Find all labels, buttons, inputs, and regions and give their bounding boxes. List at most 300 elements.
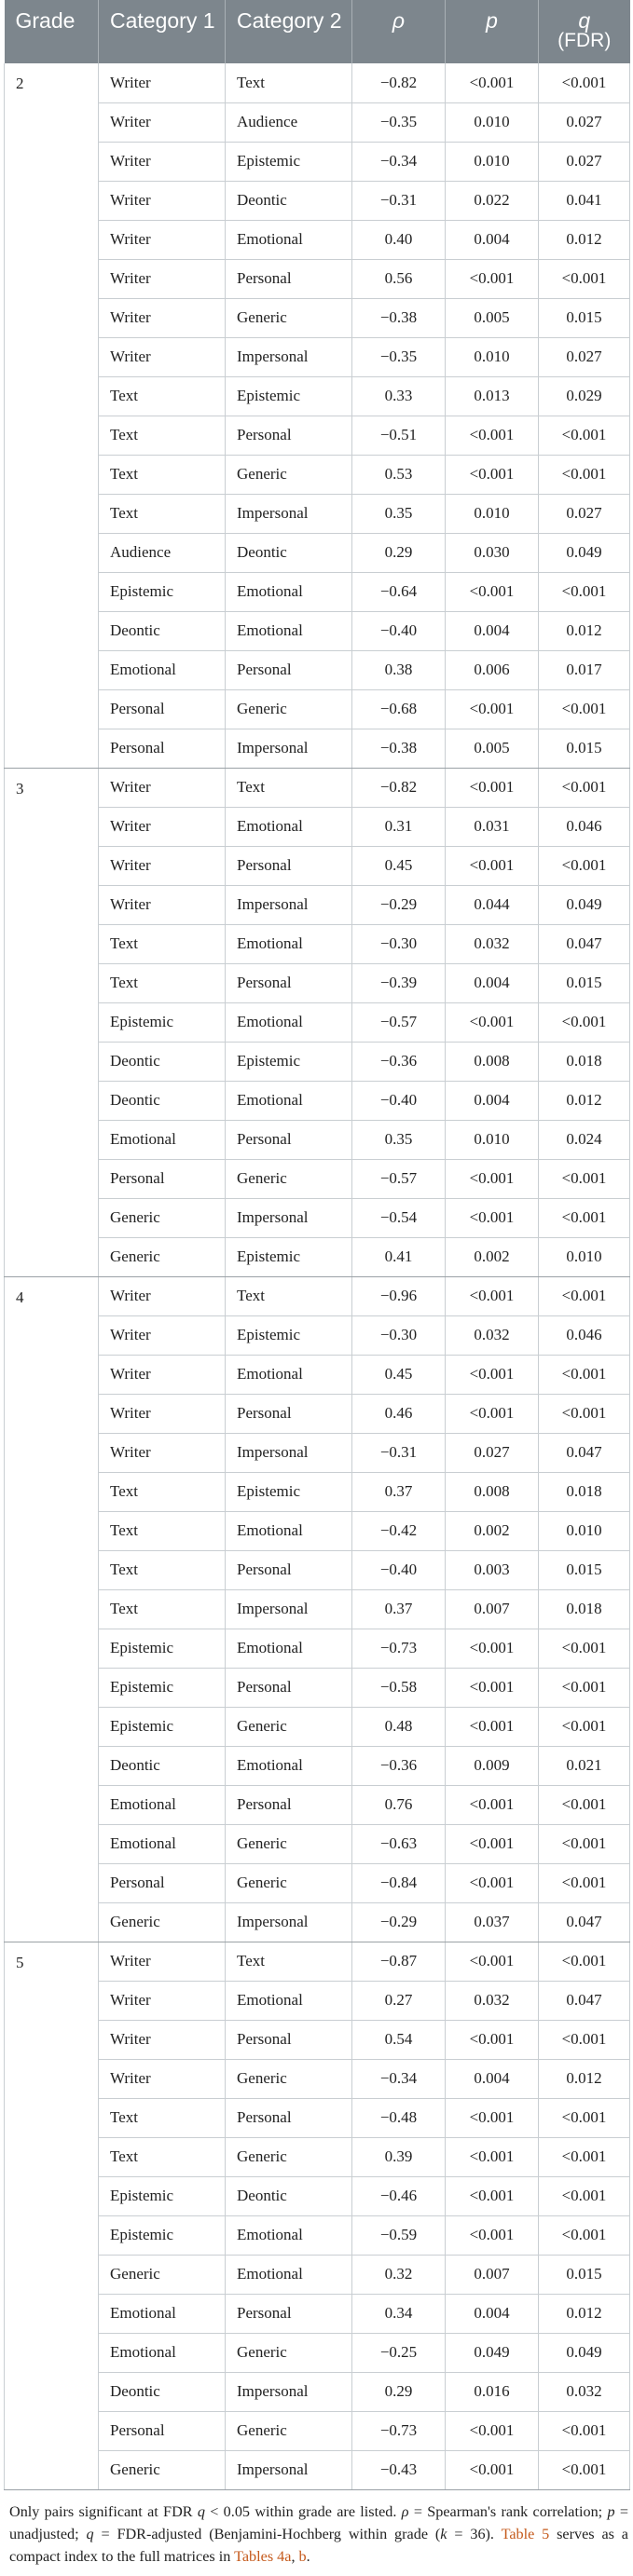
p-value-cell: <0.001 (446, 572, 539, 611)
table-row (5, 924, 630, 963)
table-row (5, 846, 630, 885)
category-2-cell: Personal (226, 1550, 352, 1589)
table-row (5, 2372, 630, 2411)
q-value-cell: <0.001 (539, 2411, 630, 2450)
p-value-cell: <0.001 (446, 1159, 539, 1198)
rho-cell: 0.35 (352, 1120, 446, 1159)
category-2-cell: Personal (226, 259, 352, 298)
category-2-cell: Text (226, 1942, 352, 1981)
rho-cell: −0.34 (352, 2059, 446, 2098)
table-row (5, 2176, 630, 2215)
category-1-cell: Writer (99, 2020, 226, 2059)
category-2-cell: Text (226, 1276, 352, 1315)
p-value-cell: 0.003 (446, 1550, 539, 1589)
p-value-cell: 0.008 (446, 1472, 539, 1511)
category-1-cell: Epistemic (99, 572, 226, 611)
rho-cell: −0.54 (352, 1198, 446, 1237)
header-q-fdr: (FDR) (557, 30, 612, 51)
q-value-cell: 0.015 (539, 2255, 630, 2294)
category-2-cell: Emotional (226, 1981, 352, 2020)
table-row (5, 2215, 630, 2255)
category-2-cell: Generic (226, 455, 352, 494)
table-row (5, 1237, 630, 1276)
p-value-cell: 0.005 (446, 729, 539, 768)
category-1-cell: Personal (99, 1863, 226, 1902)
category-2-cell: Emotional (226, 1355, 352, 1394)
q-value-cell: 0.027 (539, 494, 630, 533)
category-1-cell: Writer (99, 63, 226, 102)
rho-cell: 0.32 (352, 2255, 446, 2294)
category-2-cell: Emotional (226, 611, 352, 650)
table-row (5, 1042, 630, 1081)
p-value-cell: 0.032 (446, 1315, 539, 1355)
category-2-cell: Text (226, 63, 352, 102)
table-row (5, 1355, 630, 1394)
p-value-cell: <0.001 (446, 63, 539, 102)
p-value-cell: 0.032 (446, 924, 539, 963)
grade-cell: 4 (5, 1276, 99, 1942)
table-row (5, 885, 630, 924)
rho-cell: −0.57 (352, 1159, 446, 1198)
table-row (5, 494, 630, 533)
rho-cell: −0.82 (352, 63, 446, 102)
category-2-cell: Generic (226, 1707, 352, 1746)
rho-cell: 0.31 (352, 807, 446, 846)
p-value-cell: 0.010 (446, 494, 539, 533)
category-1-cell: Writer (99, 298, 226, 337)
rho-cell: 0.56 (352, 259, 446, 298)
q-value-cell: <0.001 (539, 2176, 630, 2215)
rho-cell: −0.51 (352, 416, 446, 455)
q-value-cell: 0.012 (539, 611, 630, 650)
category-2-cell: Epistemic (226, 376, 352, 416)
category-1-cell: Emotional (99, 1120, 226, 1159)
rho-cell: −0.25 (352, 2333, 446, 2372)
q-value-cell: 0.047 (539, 1902, 630, 1942)
rho-cell: 0.53 (352, 455, 446, 494)
footnote-text-8: , (291, 2547, 299, 2565)
category-1-cell: Writer (99, 807, 226, 846)
category-1-cell: Deontic (99, 1081, 226, 1120)
p-value-cell: 0.016 (446, 2372, 539, 2411)
p-value-cell: 0.030 (446, 533, 539, 572)
q-value-cell: <0.001 (539, 2137, 630, 2176)
category-1-cell: Writer (99, 142, 226, 181)
footnote-q-symbol: q (197, 2502, 205, 2520)
table-row (5, 1276, 630, 1315)
header-q-symbol: q (578, 8, 591, 33)
q-value-cell: <0.001 (539, 1824, 630, 1863)
rho-cell: −0.96 (352, 1276, 446, 1315)
q-value-cell: 0.047 (539, 924, 630, 963)
category-2-cell: Emotional (226, 1081, 352, 1120)
category-2-cell: Generic (226, 1824, 352, 1863)
table-row (5, 963, 630, 1002)
q-value-cell: <0.001 (539, 259, 630, 298)
tables-4a-link[interactable]: Tables 4a (234, 2547, 292, 2565)
q-value-cell: <0.001 (539, 1942, 630, 1981)
category-2-cell: Emotional (226, 1629, 352, 1668)
category-2-cell: Emotional (226, 1002, 352, 1042)
table-row (5, 807, 630, 846)
q-value-cell: <0.001 (539, 1668, 630, 1707)
rho-cell: −0.59 (352, 2215, 446, 2255)
rho-cell: −0.64 (352, 572, 446, 611)
category-1-cell: Deontic (99, 1042, 226, 1081)
rho-cell: −0.39 (352, 963, 446, 1002)
category-2-cell: Epistemic (226, 142, 352, 181)
p-value-cell: 0.002 (446, 1237, 539, 1276)
table-row (5, 1746, 630, 1785)
table-row (5, 1472, 630, 1511)
category-1-cell: Generic (99, 2255, 226, 2294)
q-value-cell: 0.012 (539, 1081, 630, 1120)
rho-cell: 0.27 (352, 1981, 446, 2020)
footnote-text-9: . (306, 2547, 310, 2565)
category-2-cell: Personal (226, 2294, 352, 2333)
category-1-cell: Text (99, 1472, 226, 1511)
p-value-cell: <0.001 (446, 2098, 539, 2137)
category-2-cell: Generic (226, 2059, 352, 2098)
table-4b-link[interactable]: b (298, 2547, 307, 2565)
rho-cell: −0.46 (352, 2176, 446, 2215)
category-1-cell: Text (99, 924, 226, 963)
table-row (5, 1550, 630, 1589)
p-value-cell: <0.001 (446, 1629, 539, 1668)
p-value-cell: 0.004 (446, 2059, 539, 2098)
p-value-cell: <0.001 (446, 2137, 539, 2176)
rho-cell: −0.58 (352, 1668, 446, 1707)
p-value-cell: <0.001 (446, 1942, 539, 1981)
q-value-cell: 0.010 (539, 1237, 630, 1276)
category-2-cell: Impersonal (226, 1433, 352, 1472)
rho-cell: 0.33 (352, 376, 446, 416)
table-header (5, 0, 630, 63)
p-value-cell: 0.002 (446, 1511, 539, 1550)
rho-cell: −0.73 (352, 1629, 446, 1668)
category-2-cell: Impersonal (226, 885, 352, 924)
category-2-cell: Personal (226, 963, 352, 1002)
category-1-cell: Text (99, 1589, 226, 1629)
rho-cell: −0.63 (352, 1824, 446, 1863)
table-row (5, 1824, 630, 1863)
category-2-cell: Generic (226, 1159, 352, 1198)
category-1-cell: Writer (99, 102, 226, 142)
category-2-cell: Generic (226, 2137, 352, 2176)
category-2-cell: Deontic (226, 533, 352, 572)
p-value-cell: 0.031 (446, 807, 539, 846)
category-2-cell: Emotional (226, 2215, 352, 2255)
footnote-text-3: = Spearman's rank correlation; (408, 2502, 608, 2520)
rho-cell: −0.48 (352, 2098, 446, 2137)
p-value-cell: 0.027 (446, 1433, 539, 1472)
category-2-cell: Deontic (226, 2176, 352, 2215)
category-1-cell: Deontic (99, 1746, 226, 1785)
table-row (5, 2294, 630, 2333)
category-1-cell: Emotional (99, 2333, 226, 2372)
table-row (5, 1785, 630, 1824)
table-row (5, 416, 630, 455)
q-value-cell: <0.001 (539, 63, 630, 102)
p-value-cell: <0.001 (446, 2411, 539, 2450)
category-1-cell: Writer (99, 885, 226, 924)
rho-cell: 0.40 (352, 220, 446, 259)
category-2-cell: Impersonal (226, 729, 352, 768)
category-1-cell: Text (99, 2098, 226, 2137)
category-1-cell: Generic (99, 1198, 226, 1237)
footnote-rho-symbol: ρ (401, 2502, 409, 2520)
p-value-cell: 0.037 (446, 1902, 539, 1942)
q-value-cell: <0.001 (539, 1629, 630, 1668)
category-1-cell: Writer (99, 220, 226, 259)
q-value-cell: <0.001 (539, 2215, 630, 2255)
table-row (5, 768, 630, 807)
header-p: p (446, 0, 539, 63)
footnote-text-6: = 36). (447, 2525, 502, 2542)
rho-cell: 0.45 (352, 846, 446, 885)
category-1-cell: Text (99, 1511, 226, 1550)
category-1-cell: Audience (99, 533, 226, 572)
footnote-p-symbol: p (607, 2502, 615, 2520)
q-value-cell: <0.001 (539, 2098, 630, 2137)
p-value-cell: 0.022 (446, 181, 539, 220)
category-2-cell: Epistemic (226, 1237, 352, 1276)
q-value-cell: 0.015 (539, 1550, 630, 1589)
category-2-cell: Emotional (226, 1746, 352, 1785)
q-value-cell: <0.001 (539, 572, 630, 611)
category-2-cell: Personal (226, 2020, 352, 2059)
table-row (5, 142, 630, 181)
category-1-cell: Writer (99, 181, 226, 220)
q-value-cell: 0.015 (539, 963, 630, 1002)
category-2-cell: Impersonal (226, 1902, 352, 1942)
rho-cell: 0.34 (352, 2294, 446, 2333)
table-5-link[interactable]: Table 5 (501, 2525, 550, 2542)
rho-cell: 0.76 (352, 1785, 446, 1824)
q-value-cell: <0.001 (539, 846, 630, 885)
rho-cell: −0.87 (352, 1942, 446, 1981)
table-row (5, 2411, 630, 2450)
category-2-cell: Generic (226, 298, 352, 337)
rho-cell: 0.37 (352, 1472, 446, 1511)
table-row (5, 650, 630, 689)
category-1-cell: Writer (99, 1355, 226, 1394)
rho-cell: −0.84 (352, 1863, 446, 1902)
p-value-cell: 0.007 (446, 1589, 539, 1629)
category-2-cell: Personal (226, 2098, 352, 2137)
table-row (5, 376, 630, 416)
rho-cell: 0.45 (352, 1355, 446, 1394)
q-value-cell: 0.021 (539, 1746, 630, 1785)
header-grade: Grade (5, 0, 99, 63)
rho-cell: −0.35 (352, 102, 446, 142)
p-value-cell: 0.004 (446, 611, 539, 650)
q-value-cell: <0.001 (539, 1863, 630, 1902)
q-value-cell: 0.027 (539, 142, 630, 181)
p-value-cell: 0.044 (446, 885, 539, 924)
table-row (5, 1081, 630, 1120)
category-2-cell: Emotional (226, 1511, 352, 1550)
rho-cell: −0.40 (352, 1550, 446, 1589)
table-row (5, 1198, 630, 1237)
p-value-cell: <0.001 (446, 2450, 539, 2489)
category-1-cell: Text (99, 416, 226, 455)
category-1-cell: Generic (99, 1902, 226, 1942)
category-2-cell: Personal (226, 650, 352, 689)
q-value-cell: 0.049 (539, 885, 630, 924)
category-1-cell: Personal (99, 2411, 226, 2450)
category-2-cell: Emotional (226, 807, 352, 846)
p-value-cell: <0.001 (446, 846, 539, 885)
p-value-cell: <0.001 (446, 1198, 539, 1237)
rho-cell: 0.38 (352, 650, 446, 689)
table-row (5, 2255, 630, 2294)
category-1-cell: Epistemic (99, 1629, 226, 1668)
grade-cell: 3 (5, 768, 99, 1276)
rho-cell: 0.48 (352, 1707, 446, 1746)
q-value-cell: <0.001 (539, 1159, 630, 1198)
category-2-cell: Impersonal (226, 2372, 352, 2411)
table-row (5, 611, 630, 650)
q-value-cell: 0.047 (539, 1981, 630, 2020)
table-row (5, 455, 630, 494)
q-value-cell: <0.001 (539, 768, 630, 807)
table-row (5, 689, 630, 729)
category-2-cell: Emotional (226, 572, 352, 611)
rho-cell: −0.82 (352, 768, 446, 807)
p-value-cell: <0.001 (446, 1668, 539, 1707)
p-value-cell: 0.004 (446, 963, 539, 1002)
table-row (5, 1394, 630, 1433)
p-value-cell: <0.001 (446, 2176, 539, 2215)
q-value-cell: 0.049 (539, 533, 630, 572)
category-1-cell: Writer (99, 2059, 226, 2098)
rho-cell: 0.35 (352, 494, 446, 533)
table-row (5, 181, 630, 220)
table-row (5, 1707, 630, 1746)
category-1-cell: Writer (99, 337, 226, 376)
table-row (5, 220, 630, 259)
rho-cell: −0.30 (352, 924, 446, 963)
category-2-cell: Epistemic (226, 1042, 352, 1081)
table-row (5, 2333, 630, 2372)
category-2-cell: Personal (226, 1785, 352, 1824)
table-row (5, 1589, 630, 1629)
rho-cell: −0.30 (352, 1315, 446, 1355)
category-1-cell: Text (99, 455, 226, 494)
table-row (5, 63, 630, 102)
correlation-table (4, 0, 630, 2490)
table-row (5, 1120, 630, 1159)
q-value-cell: <0.001 (539, 689, 630, 729)
table-row (5, 2137, 630, 2176)
category-1-cell: Emotional (99, 650, 226, 689)
rho-cell: −0.34 (352, 142, 446, 181)
rho-cell: −0.36 (352, 1746, 446, 1785)
rho-cell: −0.68 (352, 689, 446, 729)
q-value-cell: 0.018 (539, 1472, 630, 1511)
table-row (5, 1002, 630, 1042)
footnote-text-7: serves as a compact index to the full matrices in (9, 2525, 628, 2565)
q-value-cell: 0.017 (539, 650, 630, 689)
footnote-text-1: Only pairs significant at FDR (9, 2502, 198, 2520)
table-row (5, 1668, 630, 1707)
category-2-cell: Generic (226, 689, 352, 729)
category-1-cell: Text (99, 963, 226, 1002)
footnote-text-5: = FDR-adjusted (Benjamini-Hochberg within grade ( (93, 2525, 441, 2542)
category-1-cell: Generic (99, 1237, 226, 1276)
rho-cell: 0.54 (352, 2020, 446, 2059)
p-value-cell: <0.001 (446, 455, 539, 494)
p-value-cell: <0.001 (446, 1002, 539, 1042)
rho-cell: −0.38 (352, 729, 446, 768)
p-value-cell: 0.004 (446, 2294, 539, 2333)
q-value-cell: <0.001 (539, 1276, 630, 1315)
header-category-1: Category 1 (99, 0, 226, 63)
category-2-cell: Audience (226, 102, 352, 142)
q-value-cell: 0.012 (539, 2059, 630, 2098)
category-2-cell: Impersonal (226, 2450, 352, 2489)
category-1-cell: Writer (99, 259, 226, 298)
q-value-cell: <0.001 (539, 2450, 630, 2489)
q-value-cell: 0.024 (539, 1120, 630, 1159)
p-value-cell: 0.009 (446, 1746, 539, 1785)
q-value-cell: 0.046 (539, 807, 630, 846)
category-2-cell: Personal (226, 846, 352, 885)
category-1-cell: Deontic (99, 2372, 226, 2411)
p-value-cell: <0.001 (446, 1394, 539, 1433)
q-value-cell: 0.015 (539, 298, 630, 337)
category-1-cell: Writer (99, 1942, 226, 1981)
q-value-cell: <0.001 (539, 455, 630, 494)
category-1-cell: Personal (99, 1159, 226, 1198)
rho-cell: −0.36 (352, 1042, 446, 1081)
table-row (5, 1433, 630, 1472)
category-2-cell: Emotional (226, 2255, 352, 2294)
footnote-text-4: = unadjusted; (9, 2502, 628, 2542)
p-value-cell: <0.001 (446, 1707, 539, 1746)
category-1-cell: Text (99, 376, 226, 416)
q-value-cell: 0.027 (539, 102, 630, 142)
category-2-cell: Personal (226, 416, 352, 455)
p-value-cell: <0.001 (446, 689, 539, 729)
p-value-cell: 0.007 (446, 2255, 539, 2294)
footnote-q-symbol-2: q (86, 2525, 94, 2542)
header-q (539, 0, 630, 63)
table-row (5, 102, 630, 142)
q-value-cell: <0.001 (539, 1785, 630, 1824)
q-value-cell: <0.001 (539, 1394, 630, 1433)
category-1-cell: Writer (99, 1981, 226, 2020)
q-value-cell: 0.018 (539, 1042, 630, 1081)
rho-cell: 0.29 (352, 533, 446, 572)
rho-cell: −0.42 (352, 1511, 446, 1550)
category-2-cell: Generic (226, 2333, 352, 2372)
table-row (5, 572, 630, 611)
category-2-cell: Impersonal (226, 1198, 352, 1237)
rho-cell: −0.57 (352, 1002, 446, 1042)
table-row (5, 2098, 630, 2137)
category-1-cell: Epistemic (99, 2215, 226, 2255)
category-2-cell: Emotional (226, 220, 352, 259)
category-2-cell: Text (226, 768, 352, 807)
rho-cell: −0.31 (352, 181, 446, 220)
table-row (5, 2020, 630, 2059)
rho-cell: −0.29 (352, 885, 446, 924)
table-row (5, 1159, 630, 1198)
rho-cell: −0.38 (352, 298, 446, 337)
table-row (5, 1511, 630, 1550)
